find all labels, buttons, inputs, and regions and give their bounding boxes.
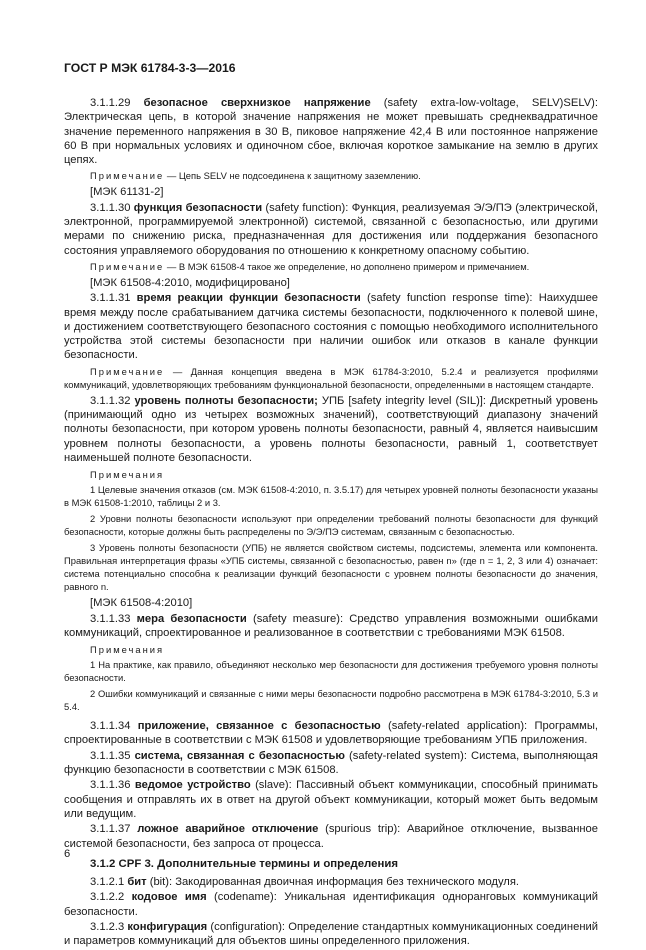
term-name: функция безопасности <box>133 201 263 214</box>
term-number: 3.1.1.33 <box>90 612 137 625</box>
term-text: (safety function response time): Наихудшее время между после срабатыванием датчика системы безопасности, подключенного к полевой шине, и достижением соответствующего безопасного состояния с помощью необходимого исполнительного устройства этой системы безопасности при наличии ошибок или отказов в канале функции безопасности. <box>64 292 599 362</box>
note-item: 1 Целевые значения отказов (см. МЭК 61508-4:2010, п. 3.5.17) для четырех уровней полноты безопасности указаны в МЭК 61508-1:2010, таблицы 2 и 3. <box>64 484 598 509</box>
note-label: Примечание <box>90 365 165 377</box>
term-name: конфигурация <box>127 920 208 933</box>
note <box>64 365 598 391</box>
term-name: кодовое имя <box>131 891 207 904</box>
term-definition <box>64 201 598 258</box>
term-definition <box>64 96 598 167</box>
term-text: (safety extra-low-voltage, SELV)SELV): Электрическая цепь, в которой значение напряжения не может превышать среднеквадратичное значение переменного напряжения в 30 В, пиковое напряжение 42,4 В или постоянное напряжение 60 В при нормальных условиях и одиночном сбое, включая короткое замыкание на землю в других цепях. <box>64 97 599 167</box>
term-text: (spurious trip): Аварийное отключение, вызванное системой безопасности, без запроса от процесса. <box>64 823 599 850</box>
reference: [МЭК 61131-2] <box>90 186 164 199</box>
term-number: 3.1.2.2 <box>90 891 132 904</box>
term-number: 3.1.1.31 <box>90 292 137 305</box>
term-name: бит <box>127 876 147 889</box>
term-number: 3.1.1.37 <box>90 823 138 836</box>
term-name: система, связанная с безопасностью <box>134 749 345 762</box>
note-text: — Цепь SELV не подсоединена к защитному заземлению. <box>164 170 421 182</box>
note-text: — В МЭК 61508-4 такое же определение, но дополнено примером и примечанием. <box>164 260 530 272</box>
note-label: Примечание <box>90 260 165 272</box>
term-text: (slave): Пассивный объект коммуникации, способный принимать сообщения и отправлять их в ответ на другой объект коммуникации, который может быть ведомым или ведущим. <box>64 779 598 820</box>
term-text: (safety-related application): Программы, спроектированные в соответствии с МЭК 61508 и удовлетворяющие требованиям УПБ приложения. <box>64 720 599 747</box>
note-item: 2 Ошибки коммуникаций и связанные с ними меры безопасности подробно рассмотрена в МЭК 61784-3:2010, 5.3 и 5.4. <box>64 688 598 713</box>
term-name: уровень полноты безопасности; <box>134 394 318 407</box>
reference: [МЭК 61508-4:2010, модифицировано] <box>90 276 290 289</box>
term-number: 3.1.1.36 <box>90 779 135 792</box>
term-definition <box>64 890 598 919</box>
note <box>64 260 598 273</box>
term-text: (codename): Уникальная идентификация одноранговых коммуникаций безопасности. <box>64 891 598 918</box>
document-header: ГОСТ Р МЭК 61784-3-3—2016 <box>64 61 236 75</box>
note-text: — Данная концепция введена в МЭК 61784-3:2010, 5.2.4 и реализуется профилями коммуникаций, удовлетворяющих требованиям функциональной безопасности, определенными в настоящем стандарте. <box>64 365 598 390</box>
term-text: УПБ [safety integrity level (SIL)]: Дискретный уровень (принимающий одно из четырех возможных значений), соответствующий диапазону значений полноты безопасности, при котором уровень полноты безопасности, равный 4, является наивысшим уровнем полноты безопасности, а уровень полноты безопасности, равный 1, соответствует наименьшей полноте безопасности. <box>64 394 598 464</box>
document-body <box>64 96 598 950</box>
term-name: мера безопасности <box>136 612 247 625</box>
term-name: безопасное сверхнизкое напряжение <box>143 97 371 109</box>
term-number: 3.1.1.29 <box>90 97 144 109</box>
note-item: 3 Уровень полноты безопасности (УПБ) не является свойством системы, подсистемы, элемента или компонента. Правильная интерпретация фразы «УПБ системы, связанной с безопасностью, равен n» (где n = 1, 2, 3 или 4) означает: система потенциально способна к реализации функций безопасности с уровнем полноты безопасности до значения, равного n. <box>64 542 598 593</box>
term-text: (bit): Закодированная двоичная информация без технического модуля. <box>146 876 519 889</box>
term-name: ложное аварийное отключение <box>137 823 319 836</box>
term-definition <box>64 394 598 465</box>
term-definition <box>64 291 598 362</box>
section-heading: 3.1.2 CPF 3. Дополнительные термины и определения <box>90 857 398 870</box>
term-definition <box>64 719 598 748</box>
term-number: 3.1.2.1 <box>90 876 128 889</box>
term-definition <box>64 778 598 821</box>
term-text: (safety-related system): Система, выполняющая функцию безопасности в соответствии с МЭК 61508. <box>64 749 598 777</box>
reference: [МЭК 61508-4:2010] <box>90 597 193 610</box>
term-definition <box>64 612 598 641</box>
note <box>64 169 598 182</box>
note-label: Примечание <box>90 170 165 182</box>
term-number: 3.1.1.32 <box>90 394 135 407</box>
term-name: время реакции функции безопасности <box>136 292 361 305</box>
note-item: 1 На практике, как правило, объединяют несколько мер безопасности для достижения требуемого уровня полноты безопасности. <box>64 659 598 684</box>
term-definition <box>64 875 598 889</box>
note-item: 2 Уровни полноты безопасности используют при определении требований полноты безопасности для функций безопасности, которые должны быть распределены по Э/Э/ПЭ системам, связанным с безопасностью. <box>64 513 598 538</box>
term-text: (configuration): Определение стандартных коммуникационных соединений и параметров коммуникаций для объектов шины определенного приложения. <box>64 920 599 948</box>
term-name: приложение, связанное с безопасностью <box>137 720 381 733</box>
notes-heading: Примечания <box>90 469 165 481</box>
term-number: 3.1.2.3 <box>90 920 128 933</box>
term-name: ведомое устройство <box>134 779 251 792</box>
term-definition <box>64 749 598 778</box>
term-text: (safety function): Функция, реализуемая Э/Э/ПЭ (электрической, электронной, программируемой электронной) системой, связанной с безопасностью, или другими мерами по снижению риска, предназначенная для достижения или поддержания безопасного состояния управляемого оборудования по отношению к конкретному опасному событию. <box>64 201 598 257</box>
term-number: 3.1.1.34 <box>90 720 138 733</box>
term-definition <box>64 920 598 949</box>
term-text: (safety measure): Средство управления возможными ошибками коммуникаций, спроектированное и реализованное в соответствии с требованиями МЭК 61508. <box>64 612 598 639</box>
term-number: 3.1.1.35 <box>90 749 135 762</box>
notes-heading: Примечания <box>90 644 165 656</box>
term-definition <box>64 822 598 851</box>
term-number: 3.1.1.30 <box>90 201 134 214</box>
page-number: 6 <box>64 848 71 860</box>
